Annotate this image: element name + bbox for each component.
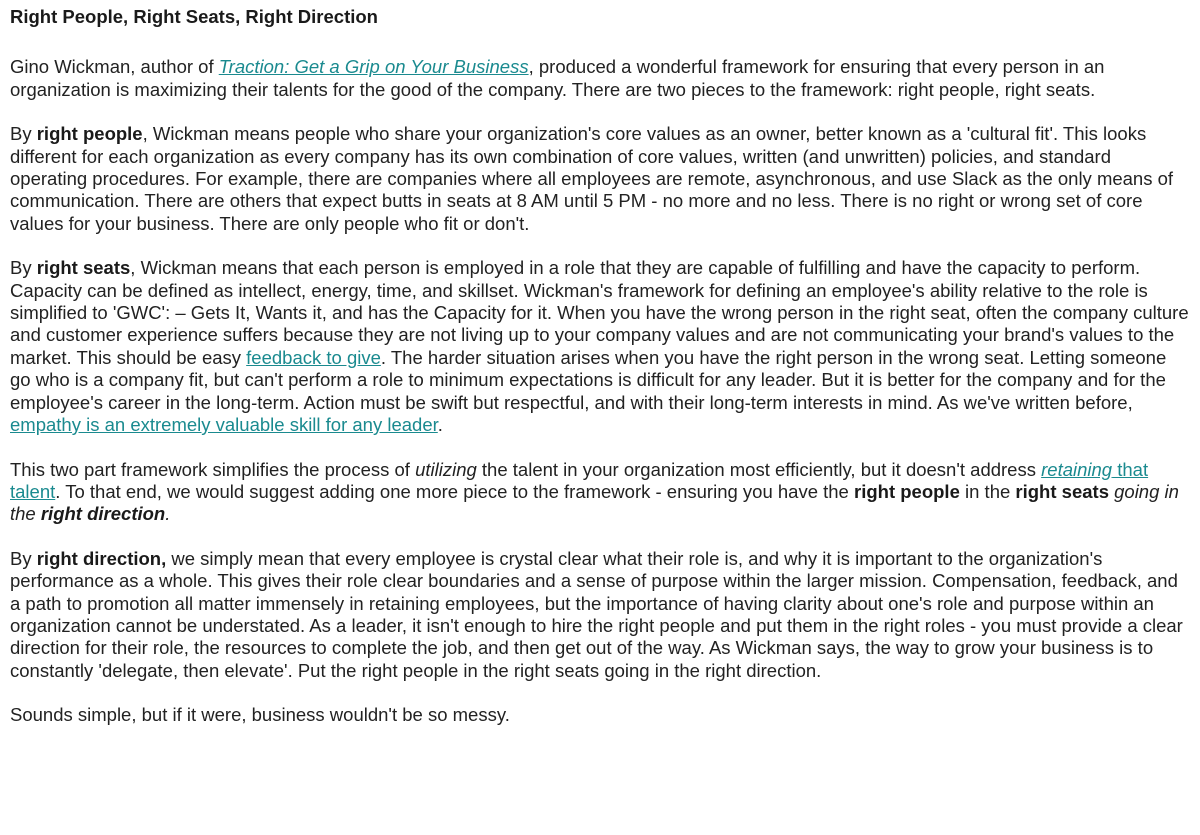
paragraph-framework [10,459,1190,526]
text: the talent in your organization most efficiently, but it doesn't address [476,458,1042,480]
text: By [10,257,37,279]
paragraph-right-seats [10,257,1190,436]
italic-text: . [165,503,171,525]
text: we simply mean that every employee is crystal clear what their role is, and why it is important to the organization's performance as a whole. This gives their role clear boundaries and a sense of purpose within the larger mission. Compensation, feedback, and a path to promotion all matter immensely in retaining employees, but the importance of having clarity about one's role and purpose within an organization cannot be understated. As a leader, it isn't enough to hire the right people and put them in the right roles - you must provide a clear direction for their role, the resources to complete the job, and then get out of the way. As Wickman says, the way to grow your business is to constantly 'delegate, then elevate'. Put the right people in the right seats going in the right direction. [10,547,1183,681]
article [10,6,1190,727]
paragraph-right-people [10,123,1190,235]
paragraph-intro [10,56,1190,101]
text: This two part framework simplifies the process of [10,458,416,480]
bold-text: right seats [36,257,131,279]
text: , Wickman means people who share your organization's core values as an owner, better known as a 'cultural fit'. This looks different for each organization as every company has its own combination of core values, written (and unwritten) policies, and standard operating procedures. For example, there are companies where all employees are remote, asynchronous, and use Slack as the only means of communication. There are others that expect butts in seats at 8 AM until 5 PM - no more and no less. There is no right or wrong set of core values for your business. There are only people who fit or don't. [10,123,1174,234]
link-text: Traction: Get a Grip on Your Business [218,56,529,78]
traction-book-link[interactable] [219,56,529,77]
text: . To that end, we would suggest adding one more piece to the framework - ensuring you have the [55,480,854,502]
text: Gino Wickman, author of [10,56,219,78]
text: . [437,414,443,436]
text: By [10,547,37,569]
bold-text: right people [854,480,960,502]
feedback-link[interactable]: feedback to give [246,346,381,368]
bold-text: right people [36,123,143,145]
italic-text: going in the [10,480,1179,525]
bold-text: right direction [40,503,166,525]
empathy-link[interactable]: empathy is an extremely valuable skill for any leader [10,414,438,436]
bold-text: right seats [1015,480,1109,502]
text: Sounds simple, but if it were, business wouldn't be so messy. [10,704,510,726]
text: in the [959,480,1016,502]
link-italic-text: retaining [1041,458,1113,480]
paragraph-right-direction [10,548,1190,682]
link-text: that talent [10,458,1149,502]
paragraph-closing [10,704,1190,726]
text: . The harder situation arises when you have the right person in the wrong seat. Letting someone go who is a company fit, but can't perform a role to minimum expectations is difficult for any leader. But it is better for the company and for the employee's career in the long-term. Action must be swift but respectful, and with their long-term interests in mind. As we've written before, [10,346,1167,413]
text: , Wickman means that each person is employed in a role that they are capable of fulfilling and have the capacity to perform. Capacity can be defined as intellect, energy, time, and skillset. Wickman's framework for defining an employee's ability relative to the role is simplified to 'GWC': – Gets It, Wants it, and has the Capacity for it. When you have the wrong person in the right seat, often the company culture and customer experience suffers because they are not living up to your company values and are not communicating your brand's values to the market. This should be easy [10,257,1189,368]
italic-text: utilizing [415,458,477,480]
text: By [10,123,37,145]
bold-italic-text [41,503,165,524]
text: , produced a wonderful framework for ensuring that every person in an organization is maximizing their talents for the good of the company. There are two pieces to the framework: right people, right seats. [10,56,1105,100]
bold-text: right direction, [36,547,167,569]
article-title: Right People, Right Seats, Right Direction [10,6,378,27]
